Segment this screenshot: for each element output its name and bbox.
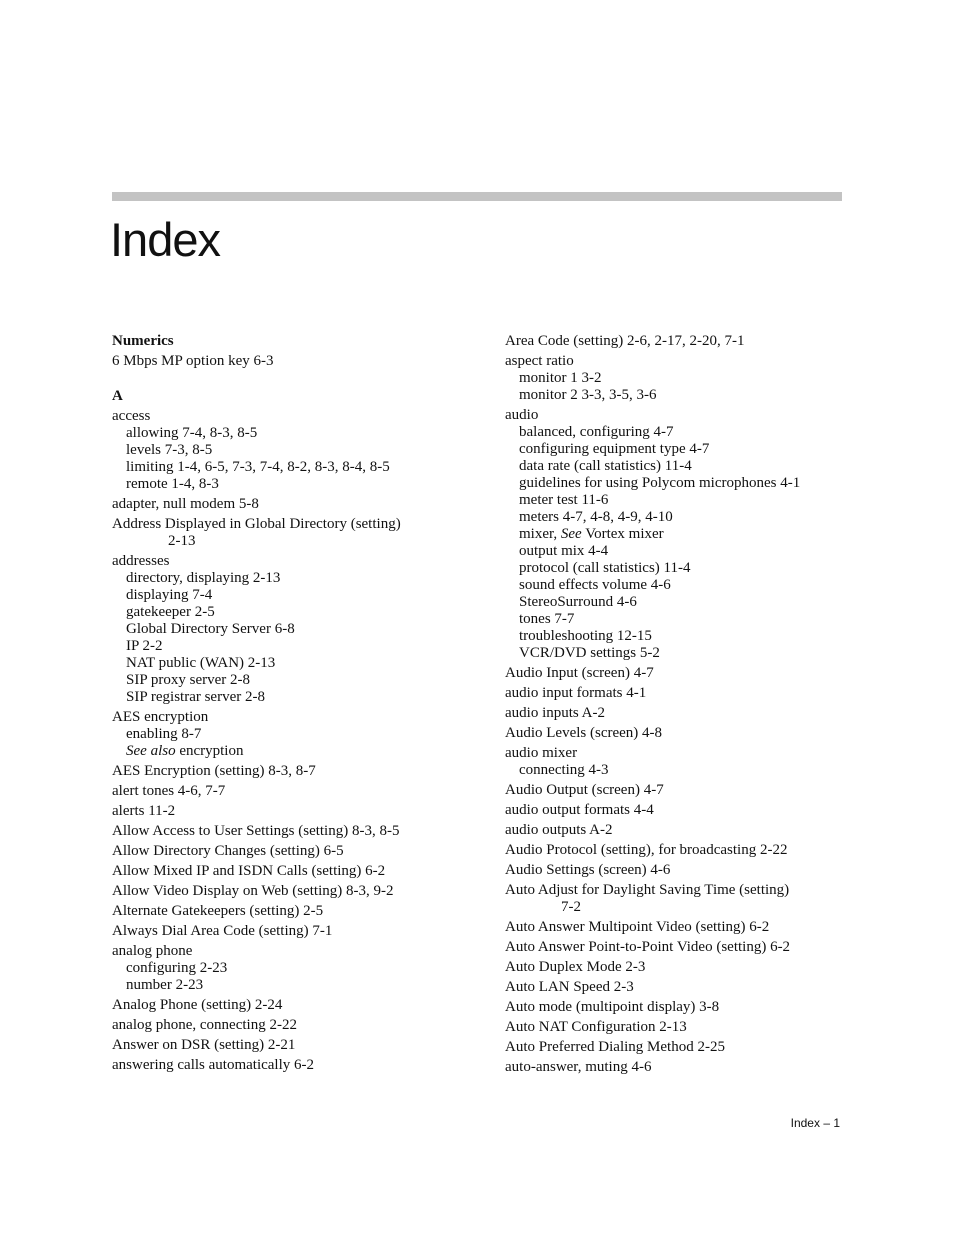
index-entry: Auto LAN Speed 2-3 bbox=[505, 979, 634, 995]
index-entry-continuation: 2-13 bbox=[168, 533, 196, 549]
index-entry: audio output formats 4-4 bbox=[505, 802, 654, 818]
index-entry: AES Encryption (setting) 8-3, 8-7 bbox=[112, 763, 316, 779]
index-entry: audio bbox=[505, 407, 539, 423]
index-subentry: data rate (call statistics) 11-4 bbox=[519, 458, 692, 474]
index-entry: Area Code (setting) 2-6, 2-17, 2-20, 7-1 bbox=[505, 333, 745, 349]
index-subentry: VCR/DVD settings 5-2 bbox=[519, 645, 660, 661]
index-entry: Audio Output (screen) 4-7 bbox=[505, 782, 664, 798]
index-entry: aspect ratio bbox=[505, 353, 574, 369]
index-subentry: IP 2-2 bbox=[126, 638, 163, 654]
index-subentry: levels 7-3, 8-5 bbox=[126, 442, 213, 458]
index-entry: Auto Duplex Mode 2-3 bbox=[505, 959, 646, 975]
index-subentry-see bbox=[519, 526, 850, 543]
index-entry: answering calls automatically 6-2 bbox=[112, 1057, 315, 1073]
index-entry: addresses bbox=[112, 553, 170, 569]
see-also-target: encryption bbox=[175, 743, 244, 759]
see-prefix: mixer, bbox=[519, 526, 561, 542]
index-entry: audio inputs A-2 bbox=[505, 705, 605, 721]
index-subentry-see-also bbox=[126, 743, 457, 760]
index-entry: Alternate Gatekeepers (setting) 2-5 bbox=[112, 903, 324, 919]
index-subentry: directory, displaying 2-13 bbox=[126, 570, 281, 586]
index-subentry: troubleshooting 12-15 bbox=[519, 628, 652, 644]
index-subentry: gatekeeper 2-5 bbox=[126, 604, 215, 620]
index-entry: analog phone bbox=[112, 943, 193, 959]
index-subentry: tones 7-7 bbox=[519, 611, 575, 627]
index-entry: auto-answer, muting 4-6 bbox=[505, 1059, 652, 1075]
index-subentry: NAT public (WAN) 2-13 bbox=[126, 655, 276, 671]
index-entry: Answer on DSR (setting) 2-21 bbox=[112, 1037, 296, 1053]
index-entry: audio input formats 4-1 bbox=[505, 685, 647, 701]
index-subentry: balanced, configuring 4-7 bbox=[519, 424, 674, 440]
index-entry: Address Displayed in Global Directory (setting) bbox=[112, 516, 401, 532]
section-heading-numerics: Numerics bbox=[112, 333, 174, 349]
index-entry: Analog Phone (setting) 2-24 bbox=[112, 997, 283, 1013]
header-rule bbox=[112, 192, 842, 201]
index-subentry: monitor 2 3-3, 3-5, 3-6 bbox=[519, 387, 657, 403]
see-also-label: See also bbox=[126, 743, 176, 759]
index-entry: Always Dial Area Code (setting) 7-1 bbox=[112, 923, 333, 939]
index-subentry: sound effects volume 4-6 bbox=[519, 577, 671, 593]
index-subentry: allowing 7-4, 8-3, 8-5 bbox=[126, 425, 258, 441]
index-column-left bbox=[112, 333, 457, 1074]
index-subentry: StereoSurround 4-6 bbox=[519, 594, 637, 610]
index-subentry: monitor 1 3-2 bbox=[519, 370, 602, 386]
index-entry-continuation: 7-2 bbox=[561, 899, 581, 915]
index-subentry: SIP registrar server 2-8 bbox=[126, 689, 265, 705]
index-entry: audio outputs A-2 bbox=[505, 822, 613, 838]
index-subentry: remote 1-4, 8-3 bbox=[126, 476, 219, 492]
index-subentry: configuring 2-23 bbox=[126, 960, 228, 976]
section-heading-a: A bbox=[112, 388, 123, 404]
index-subentry: guidelines for using Polycom microphones 4-1 bbox=[519, 475, 801, 491]
index-subentry: meter test 11-6 bbox=[519, 492, 609, 508]
index-entry: Auto Preferred Dialing Method 2-25 bbox=[505, 1039, 725, 1055]
index-entry: Auto Answer Point-to-Point Video (setting) 6-2 bbox=[505, 939, 791, 955]
index-entry: alert tones 4-6, 7-7 bbox=[112, 783, 226, 799]
index-subentry: protocol (call statistics) 11-4 bbox=[519, 560, 691, 576]
index-entry: Auto Answer Multipoint Video (setting) 6-2 bbox=[505, 919, 770, 935]
index-entry: Audio Settings (screen) 4-6 bbox=[505, 862, 671, 878]
index-subentry: output mix 4-4 bbox=[519, 543, 609, 559]
index-entry: AES encryption bbox=[112, 709, 209, 725]
see-target: Vortex mixer bbox=[581, 526, 664, 542]
page-footer: Index – 1 bbox=[790, 1116, 840, 1130]
index-entry: Allow Mixed IP and ISDN Calls (setting) 6-2 bbox=[112, 863, 386, 879]
index-subentry: configuring equipment type 4-7 bbox=[519, 441, 710, 457]
index-entry: Allow Access to User Settings (setting) 8-3, 8-5 bbox=[112, 823, 400, 839]
index-subentry: SIP proxy server 2-8 bbox=[126, 672, 251, 688]
index-subentry: connecting 4-3 bbox=[519, 762, 609, 778]
index-entry: audio mixer bbox=[505, 745, 578, 761]
index-entry: Auto NAT Configuration 2-13 bbox=[505, 1019, 687, 1035]
index-entry: Audio Protocol (setting), for broadcasting 2-22 bbox=[505, 842, 788, 858]
index-entry: Auto Adjust for Daylight Saving Time (setting) bbox=[505, 882, 790, 898]
index-entry: alerts 11-2 bbox=[112, 803, 176, 819]
index-column-right bbox=[505, 333, 850, 1076]
index-entry: 6 Mbps MP option key 6-3 bbox=[112, 353, 274, 369]
index-entry: Auto mode (multipoint display) 3-8 bbox=[505, 999, 720, 1015]
index-subentry: limiting 1-4, 6-5, 7-3, 7-4, 8-2, 8-3, 8-4, 8-5 bbox=[126, 459, 390, 475]
index-entry: Allow Directory Changes (setting) 6-5 bbox=[112, 843, 344, 859]
index-subentry: number 2-23 bbox=[126, 977, 204, 993]
index-entry: adapter, null modem 5-8 bbox=[112, 496, 259, 512]
page-title: Index bbox=[110, 213, 220, 266]
index-subentry: meters 4-7, 4-8, 4-9, 4-10 bbox=[519, 509, 673, 525]
index-entry: Audio Input (screen) 4-7 bbox=[505, 665, 654, 681]
index-entry: Audio Levels (screen) 4-8 bbox=[505, 725, 663, 741]
index-entry: Allow Video Display on Web (setting) 8-3, 9-2 bbox=[112, 883, 394, 899]
index-entry: access bbox=[112, 408, 151, 424]
index-subentry: enabling 8-7 bbox=[126, 726, 202, 742]
see-label: See bbox=[560, 526, 582, 542]
index-subentry: Global Directory Server 6-8 bbox=[126, 621, 295, 637]
index-entry: analog phone, connecting 2-22 bbox=[112, 1017, 297, 1033]
index-subentry: displaying 7-4 bbox=[126, 587, 213, 603]
